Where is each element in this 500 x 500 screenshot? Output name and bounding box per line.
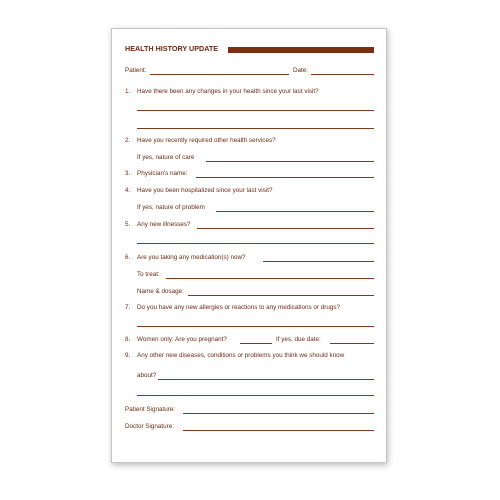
q8-due-date-field[interactable] [330, 343, 374, 344]
q1-answer-line[interactable] [137, 128, 374, 129]
q4-answer-line[interactable] [216, 211, 374, 212]
q6-treat-label: To treat: [137, 271, 160, 278]
q2-number: 2. [125, 137, 131, 144]
form-title: HEALTH HISTORY UPDATE [125, 44, 219, 53]
q7-answer-line[interactable] [137, 326, 374, 327]
q6-dosage-label: Name & dosage: [137, 288, 184, 295]
patient-signature-label: Patient Signature: [125, 406, 176, 413]
patient-signature-field[interactable] [183, 413, 374, 414]
q4-text: Have you been hospitalized since your last visit? [137, 187, 273, 194]
q8-number: 8. [125, 336, 131, 343]
health-history-form [111, 28, 387, 463]
doctor-signature-label: Doctor Signature: [125, 423, 175, 430]
q9-number: 9. [125, 352, 131, 359]
q3-answer-line[interactable] [196, 177, 374, 178]
q2-answer-line[interactable] [206, 161, 374, 162]
q5-answer-line[interactable] [197, 228, 374, 229]
q9-answer-line[interactable] [158, 379, 374, 380]
q2-text: Have you recently required other health services? [137, 137, 276, 144]
doctor-signature-field[interactable] [183, 430, 374, 431]
date-label: Date: [293, 67, 309, 74]
q4-sub-label: If yes, nature of problem [137, 204, 205, 211]
q1-answer-line[interactable] [137, 110, 374, 111]
q7-number: 7. [125, 304, 131, 311]
q5-answer-line[interactable] [137, 243, 374, 244]
q9-continued-text: about? [137, 372, 157, 379]
q9-answer-line[interactable] [137, 395, 374, 396]
q5-number: 5. [125, 221, 131, 228]
q9-text: Any other new diseases, conditions or problems you think we should know [137, 352, 345, 359]
q8-text: Women only: Are you pregnant? [137, 336, 227, 343]
q6-dosage-field[interactable] [188, 295, 374, 296]
q6-text: Are you taking any medication(s) now? [137, 254, 246, 261]
patient-field[interactable] [150, 74, 289, 75]
q8-due-date-label: If yes, due date: [276, 336, 321, 343]
q6-answer-line[interactable] [263, 261, 374, 262]
q5-text: Any new illnesses? [137, 221, 191, 228]
q1-text: Have there been any changes in your health since your last visit? [137, 88, 319, 95]
patient-label: Patient: [125, 67, 147, 74]
q1-number: 1. [125, 88, 131, 95]
q2-sub-label: If yes, nature of care [137, 154, 195, 161]
q8-answer-line[interactable] [240, 343, 272, 344]
title-bar [228, 47, 374, 53]
q4-number: 4. [125, 187, 131, 194]
q6-treat-field[interactable] [166, 278, 374, 279]
q3-text: Physician's name: [137, 170, 188, 177]
date-field[interactable] [311, 74, 374, 75]
q3-number: 3. [125, 170, 131, 177]
q6-number: 6. [125, 254, 131, 261]
q7-text: Do you have any new allergies or reactions to any medications or drugs? [137, 304, 341, 311]
